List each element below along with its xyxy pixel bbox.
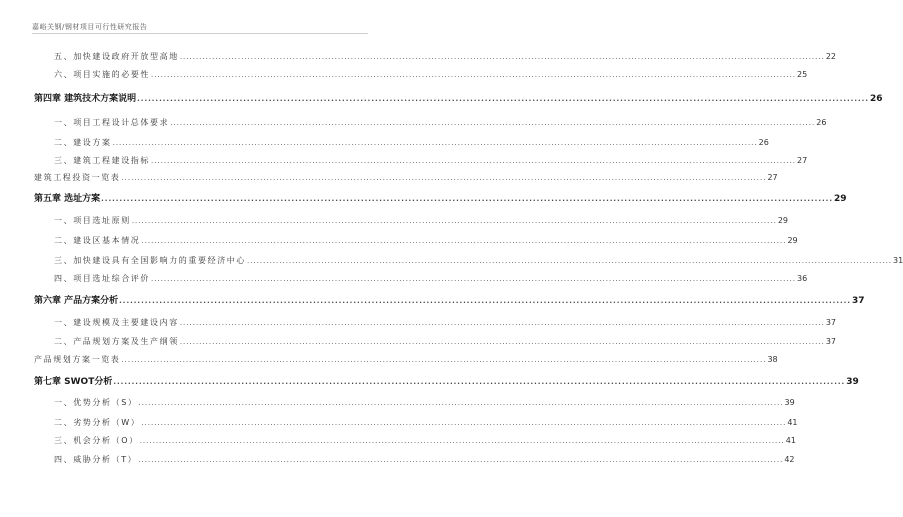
toc-page-number: 26 xyxy=(816,118,827,127)
toc-entry-title: 六、项目实施的必要性 xyxy=(54,70,150,79)
toc-entry-title: 一、项目选址原则 xyxy=(54,216,131,225)
toc-page-number: 42 xyxy=(784,455,795,464)
toc-page-number: 29 xyxy=(833,194,847,204)
toc-entry[interactable] xyxy=(0,412,798,428)
toc-page-number: 37 xyxy=(851,296,865,306)
toc-leader-dots: ........................................................................................................................................................................................................ xyxy=(138,456,784,464)
toc-page-number: 27 xyxy=(767,173,778,182)
toc-leader-dots: ........................................................................................................................................................................................................ xyxy=(113,378,846,386)
toc-page-number: 39 xyxy=(846,377,859,387)
toc-leader-dots: ........................................................................................................................................................................................................ xyxy=(247,257,893,265)
toc-page-number: 26 xyxy=(758,138,769,147)
toc-chapter-entry[interactable] xyxy=(0,88,883,104)
toc-entry-title: 三、加快建设具有全国影响力的重要经济中心 xyxy=(54,256,246,265)
toc-entry-title: 第六章 产品方案分析 xyxy=(34,296,119,306)
toc-page-number: 27 xyxy=(797,156,808,165)
toc-leader-dots: ........................................................................................................................................................................................................ xyxy=(112,139,758,147)
toc-leader-dots: ........................................................................................................................................................................................................ xyxy=(138,399,784,407)
toc-page-number: 25 xyxy=(797,70,808,79)
toc-entry[interactable] xyxy=(0,132,769,148)
toc-leader-dots: ........................................................................................................................................................................................................ xyxy=(179,338,825,346)
toc-page-number: 31 xyxy=(893,256,903,265)
toc-chapter-entry[interactable] xyxy=(0,188,847,204)
toc-leader-dots: ........................................................................................................................................................................................................ xyxy=(139,437,785,445)
toc-page-number: 37 xyxy=(825,318,837,327)
toc-entry[interactable] xyxy=(0,392,795,408)
toc-entry[interactable] xyxy=(0,150,808,166)
toc-leader-dots: ........................................................................................................................................................................................................ xyxy=(179,53,825,61)
toc-leader-dots: ........................................................................................................................................................................................................ xyxy=(179,319,825,327)
toc-leader-dots: ........................................................................................................................................................................................................ xyxy=(141,419,787,427)
header-rule xyxy=(32,33,368,34)
toc-entry[interactable] xyxy=(0,331,837,347)
toc-entry-title: 第五章 选址方案 xyxy=(34,194,101,204)
toc-leader-dots: ........................................................................................................................................................................................................ xyxy=(137,95,869,103)
toc-chapter-entry[interactable] xyxy=(0,290,865,306)
toc-page-number: 29 xyxy=(777,216,789,225)
toc-page-number: 37 xyxy=(825,337,837,346)
toc-page-number: 39 xyxy=(784,398,795,407)
toc-entry-title: 二、劣势分析（W） xyxy=(54,418,141,427)
toc-entry-title: 第七章 SWOT分析 xyxy=(34,377,113,387)
toc-entry-title: 建筑工程投资一览表 xyxy=(34,173,121,182)
toc-page-number: 26 xyxy=(869,94,883,104)
toc-entry-title: 四、项目选址综合评价 xyxy=(54,274,150,283)
toc-leader-dots: ........................................................................................................................................................................................................ xyxy=(131,217,777,225)
toc-page-number: 36 xyxy=(797,274,808,283)
toc-entry-title: 产品规划方案一览表 xyxy=(34,355,121,364)
toc-page-number: 41 xyxy=(787,418,798,427)
toc-entry[interactable] xyxy=(0,64,808,80)
toc-page-number: 29 xyxy=(787,236,798,245)
toc-entry-title: 二、产品规划方案及生产纲领 xyxy=(54,337,179,346)
toc-leader-dots: ........................................................................................................................................................................................................ xyxy=(141,237,787,245)
toc-entry[interactable] xyxy=(0,312,837,328)
toc-entry[interactable] xyxy=(0,349,778,365)
toc-leader-dots: ........................................................................................................................................................................................................ xyxy=(121,356,767,364)
running-header: 嘉峪关钢/钢材项目可行性研究报告 xyxy=(32,23,148,31)
toc-entry-title: 一、优势分析（S） xyxy=(54,398,138,407)
toc-entry[interactable] xyxy=(0,112,827,128)
toc-entry-title: 二、建设区基本情况 xyxy=(54,236,141,245)
toc-entry[interactable] xyxy=(0,268,808,284)
toc-entry-title: 四、威胁分析（T） xyxy=(54,455,138,464)
toc-leader-dots: ........................................................................................................................................................................................................ xyxy=(151,275,797,283)
toc-entry-title: 一、建设规模及主要建设内容 xyxy=(54,318,179,327)
toc-entry[interactable] xyxy=(0,250,903,266)
toc-entry[interactable] xyxy=(0,167,778,183)
toc-entry-title: 五、加快建设政府开放型高地 xyxy=(54,52,179,61)
toc-entry-title: 二、建设方案 xyxy=(54,138,112,147)
toc-leader-dots: ........................................................................................................................................................................................................ xyxy=(151,157,797,165)
toc-entry-title: 第四章 建筑技术方案说明 xyxy=(34,94,137,104)
toc-leader-dots: ........................................................................................................................................................................................................ xyxy=(119,297,851,305)
toc-leader-dots: ........................................................................................................................................................................................................ xyxy=(151,71,797,79)
toc-chapter-entry[interactable] xyxy=(0,371,859,387)
toc-entry-title: 三、机会分析（O） xyxy=(54,436,139,445)
toc-entry-title: 一、项目工程设计总体要求 xyxy=(54,118,170,127)
toc-entry[interactable] xyxy=(0,230,798,246)
toc-page-number: 41 xyxy=(785,436,796,445)
toc-entry[interactable] xyxy=(0,210,789,226)
toc-page-number: 38 xyxy=(767,355,778,364)
toc-entry[interactable] xyxy=(0,46,837,62)
toc-entry-title: 三、建筑工程建设指标 xyxy=(54,156,150,165)
toc-page-number: 22 xyxy=(825,52,837,61)
toc-leader-dots: ........................................................................................................................................................................................................ xyxy=(101,195,833,203)
toc-leader-dots: ........................................................................................................................................................................................................ xyxy=(170,119,816,127)
toc-leader-dots: ........................................................................................................................................................................................................ xyxy=(121,174,767,182)
toc-entry[interactable] xyxy=(0,449,795,465)
toc-entry[interactable] xyxy=(0,430,796,446)
